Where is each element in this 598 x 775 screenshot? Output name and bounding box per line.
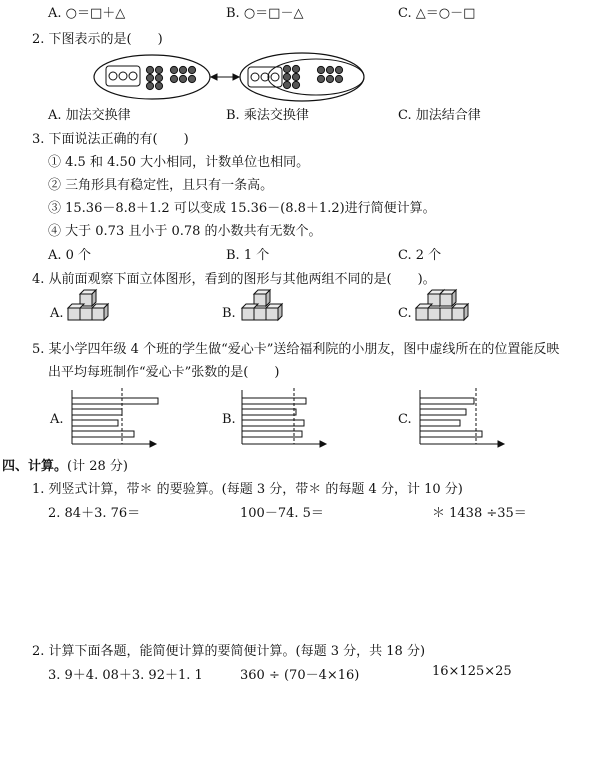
q4-stem: 4. 从前面观察下面立体图形，看到的图形与其他两组不同的是( )。 (32, 272, 436, 287)
q5-label-a[interactable]: A. (50, 412, 64, 427)
q2-option-c[interactable]: C. 加法结合律 (398, 108, 481, 123)
right-group-dots-2 (283, 65, 299, 88)
left-group-dots-2 (146, 66, 162, 89)
part2-stem: 2. 计算下面各题，能简便计算的要简便计算。(每题 3 分，共 18 分) (32, 644, 426, 659)
q3-option-b[interactable]: B. 1 个 (226, 248, 270, 263)
q5-label-b[interactable]: B. (222, 412, 236, 427)
section4-note: (计 28 分) (67, 459, 128, 474)
right-group-dots-3 (317, 66, 342, 82)
q1-option-a[interactable]: A. ○＝□＋△ (48, 6, 126, 21)
q5-label-c[interactable]: C. (398, 412, 412, 427)
q3-stem: 3. 下面说法正确的有( ) (32, 132, 189, 147)
q4-figure-a (66, 292, 130, 332)
q5-figure-a (70, 388, 170, 450)
q2-stem: 2. 下图表示的是( ) (32, 32, 163, 47)
q5-stem-line2: 出平均每班制作“爱心卡”张数的是( ) (48, 365, 280, 380)
right-group-dots-1 (251, 73, 279, 81)
q3-statement-1: ① 4.5 和 4.50 大小相同，计数单位也相同。 (48, 155, 310, 170)
q3-statement-2: ② 三角形具有稳定性，且只有一条高。 (48, 178, 274, 193)
q4-figure-b (240, 292, 304, 332)
right-group-box-1 (248, 67, 282, 87)
q4-label-c[interactable]: C. (398, 306, 412, 321)
left-group-dots-1 (109, 72, 137, 80)
q1-option-b[interactable]: B. ○＝□－△ (226, 6, 304, 21)
q5-stem-line1: 5. 某小学四年级 4 个班的学生做“爱心卡”送给福利院的小朋友，图中虚线所在的位置能反映 (32, 342, 560, 357)
q2-figure (90, 50, 370, 104)
left-group-dots-3 (170, 66, 195, 82)
double-arrow (211, 74, 239, 80)
q2-option-b[interactable]: B. 乘法交换律 (226, 108, 309, 123)
part1-item-3: ＊ 1438 ÷35＝ (432, 506, 527, 521)
q3-statement-3: ③ 15.36－8.8＋1.2 可以变成 15.36－(8.8＋1.2)进行简便计算。 (48, 201, 436, 216)
q1-option-c[interactable]: C. △＝○－□ (398, 6, 476, 21)
q4-label-a[interactable]: A. (50, 306, 64, 321)
left-group-box-1 (106, 66, 140, 86)
part2-item-1: 3. 9＋4. 08＋3. 92＋1. 1 (48, 668, 203, 683)
q5-figure-c (418, 388, 518, 450)
q3-option-c[interactable]: C. 2 个 (398, 248, 442, 263)
part2-item-2: 360 ÷ (70－4×16) (240, 668, 360, 683)
part1-item-2: 100－74. 5＝ (240, 506, 324, 521)
q3-statement-4: ④ 大于 0.73 且小于 0.78 的小数共有无数个。 (48, 224, 322, 239)
part1-stem: 1. 列竖式计算，带＊ 的要验算。(每题 3 分，带＊ 的每题 4 分，计 10 分) (32, 482, 463, 497)
q2-option-a[interactable]: A. 加法交换律 (48, 108, 131, 123)
section4-header (2, 455, 128, 474)
part2-item-3: 16×125×25 (432, 664, 512, 679)
q4-figure-c (414, 292, 478, 332)
part1-item-1: 2. 84＋3. 76＝ (48, 506, 141, 521)
q3-option-a[interactable]: A. 0 个 (48, 248, 92, 263)
q4-label-b[interactable]: B. (222, 306, 236, 321)
section4-title: 四、计算。 (2, 459, 68, 474)
q5-figure-b (240, 388, 340, 450)
